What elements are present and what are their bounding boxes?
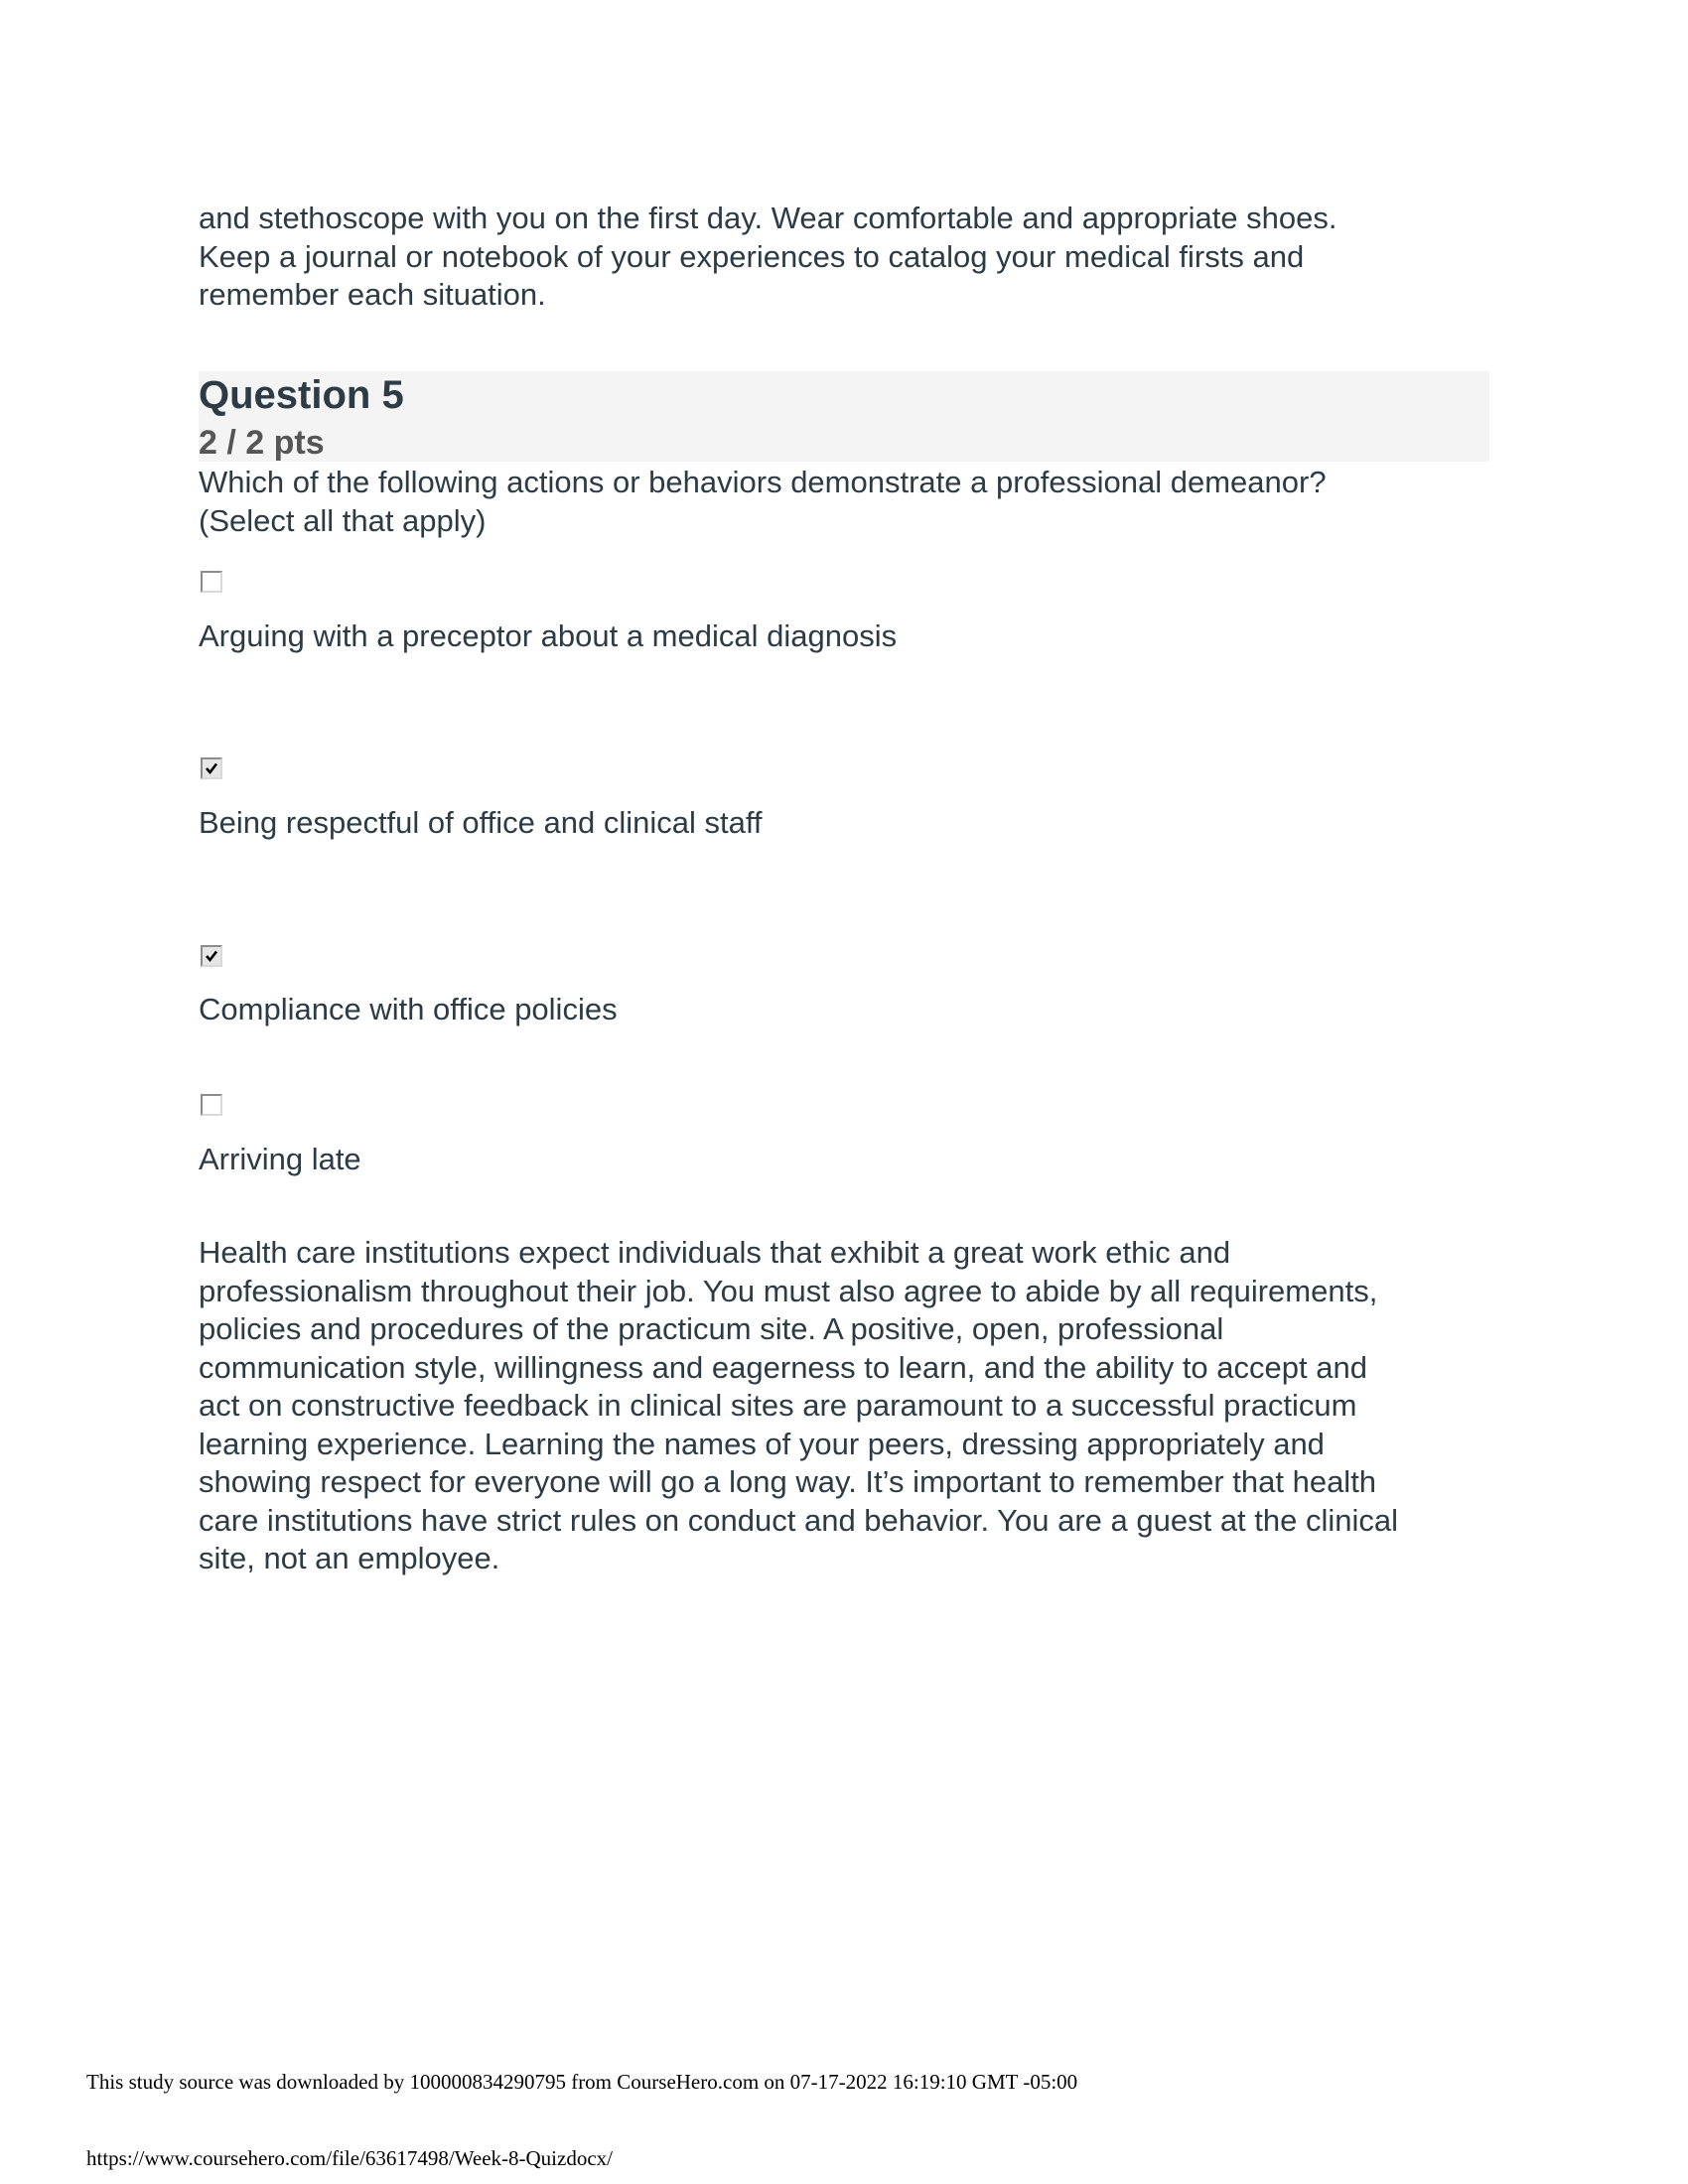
answer-label-3: Compliance with office policies — [199, 992, 618, 1026]
intro-line: Keep a journal or notebook of your experiences to catalog your medical firsts and — [199, 238, 1305, 274]
answer-checkbox-1[interactable] — [201, 571, 222, 593]
intro-line: remember each situation. — [199, 277, 546, 312]
checkmark-stroke — [207, 764, 216, 773]
question-points: 2 / 2 pts — [199, 424, 325, 462]
answer-explanation — [199, 1234, 1489, 1578]
question-title: Question 5 — [199, 373, 404, 417]
answer-checkbox-3[interactable] — [201, 945, 222, 967]
answer-label-2: Being respectful of office and clinical staff — [199, 805, 763, 840]
answer-checkbox-4[interactable] — [201, 1094, 222, 1116]
answer-label-4: Arriving late — [199, 1142, 361, 1176]
explanation-line: learning experience. Learning the names of your peers, dressing appropriately and — [199, 1426, 1325, 1461]
checkmark-icon — [204, 948, 219, 964]
explanation-line: professionalism throughout their job. You must also agree to abide by all requirements, — [199, 1273, 1378, 1308]
answer-checkbox-2[interactable] — [201, 757, 222, 779]
previous-question-explanation — [199, 200, 1489, 315]
explanation-line: Health care institutions expect individuals that exhibit a great work ethic and — [199, 1235, 1231, 1270]
download-source-notice: This study source was downloaded by 100000834290795 from CourseHero.com on 07-17-2022 16:19:10 GMT -05:00 — [86, 2070, 1078, 2094]
explanation-line: showing respect for everyone will go a long way. It’s important to remember that health — [199, 1464, 1377, 1499]
explanation-line: site, not an employee. — [199, 1541, 500, 1575]
explanation-line: act on constructive feedback in clinical sites are paramount to a successful practicum — [199, 1388, 1357, 1423]
question-text — [199, 464, 1489, 540]
checkmark-stroke — [207, 952, 216, 961]
question-text-line: (Select all that apply) — [199, 502, 487, 538]
question-text-line: Which of the following actions or behaviors demonstrate a professional demeanor? — [199, 465, 1327, 499]
source-url: https://www.coursehero.com/file/63617498/Week-8-Quizdocx/ — [86, 2146, 613, 2170]
explanation-line: care institutions have strict rules on conduct and behavior. You are a guest at the clinical — [199, 1502, 1399, 1538]
checkmark-icon — [204, 760, 219, 776]
answer-label-1: Arguing with a preceptor about a medical diagnosis — [199, 618, 898, 653]
explanation-line: policies and procedures of the practicum site. A positive, open, professional — [199, 1311, 1224, 1346]
explanation-line: communication style, willingness and eagerness to learn, and the ability to accept and — [199, 1349, 1367, 1385]
intro-line: and stethoscope with you on the first day. Wear comfortable and appropriate shoes. — [199, 201, 1337, 235]
